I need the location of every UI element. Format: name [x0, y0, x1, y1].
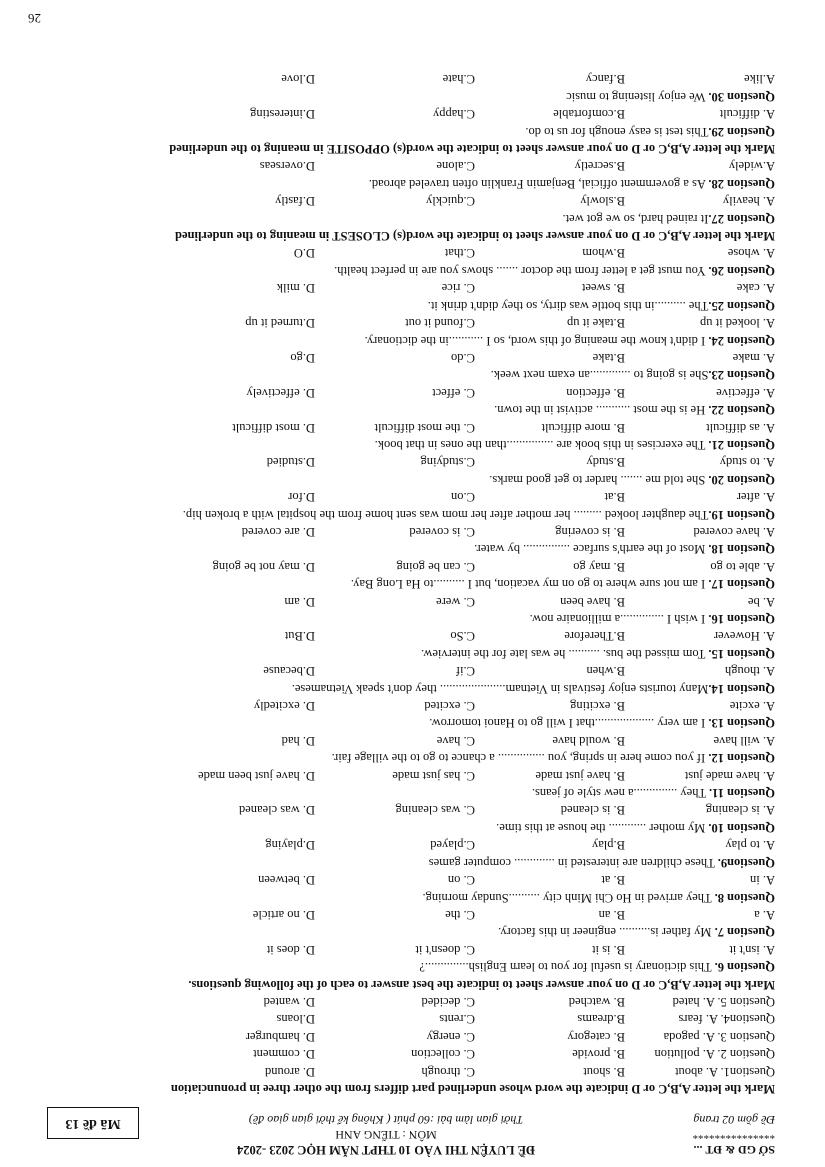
question-stem [47, 470, 775, 487]
answer-option: C. collection [411, 1047, 475, 1062]
answer-options [47, 383, 775, 400]
question-stem [47, 331, 775, 348]
answer-option: C. on [447, 873, 475, 888]
question-text: My mother ............ the house at this time. [496, 820, 709, 835]
answer-options [47, 349, 775, 366]
answer-option: C.alone [436, 159, 475, 174]
header-left [625, 1112, 775, 1157]
section-instruction: Mark the letter A,B,C or D on your answer sheet to indicate the word(s) OPPOSITE in meaning to the underlined [169, 142, 775, 157]
question-stem [47, 366, 775, 383]
section-instruction: Mark the letter A,B,C or D on your answer sheet to indicate the word(s) CLOSEST in meaning to the underlined [175, 229, 775, 244]
question-number: Question 10. [708, 820, 775, 835]
answer-option: B. sweet [581, 281, 625, 296]
question-text: This test is easy enough for us to do. [525, 124, 709, 139]
question-text: Most of the earth's surface ............... by water. [474, 542, 709, 557]
answer-option: D. am [284, 594, 315, 609]
answer-option: C. the most difficult [374, 420, 475, 435]
answer-option: B.Therefore [564, 629, 625, 644]
answer-option: C. effect [432, 385, 475, 400]
answer-option: B. exciting [570, 699, 625, 714]
answer-option: D. around [265, 1064, 315, 1079]
answer-option: B.fancy [585, 72, 625, 87]
answer-option: A.like [744, 72, 775, 87]
exam-header [47, 1097, 775, 1157]
answer-option: D.for [288, 490, 315, 505]
department-name: SỞ GD & ĐT ... [693, 1143, 775, 1157]
answer-option: D.overseas [259, 159, 315, 174]
answer-option: B.comfortable [553, 107, 625, 122]
answer-option: D. no article [252, 907, 315, 922]
answer-option: C.studying [420, 455, 475, 470]
answer-options [47, 488, 775, 505]
answer-option: B. shout [583, 1064, 625, 1079]
question-stem [47, 209, 775, 226]
answer-option: A. isn't it [729, 942, 775, 957]
answer-options [47, 314, 775, 331]
question-text: I didn't know the meaning of this word, so I ...........in the dictionary. [364, 333, 709, 348]
answer-option: C. energy [426, 1029, 475, 1044]
answer-option: D.loans [276, 1012, 315, 1027]
answer-option: C. doesn't it [415, 942, 475, 957]
question-number: Question 6. [714, 960, 775, 975]
answer-option: A. whose [727, 246, 775, 261]
answer-option: A. excite [729, 699, 775, 714]
question-number: Question 11. [709, 786, 775, 801]
answer-option: B.whom [582, 246, 625, 261]
question-text: My father is.......... engineer in this factory. [498, 925, 715, 940]
answer-option: D. comment [253, 1047, 315, 1062]
question-text: The exercises in this book are ...............than the ones in that book. [374, 437, 709, 452]
answer-option: B. would have [552, 733, 625, 748]
exam-body [47, 70, 775, 1097]
answer-option: B.at [604, 490, 625, 505]
question-text: The ..........in this bottle was dirty, so they didn't drink it. [427, 298, 709, 313]
answer-option: A. cake [736, 281, 775, 296]
answer-option: C.that [444, 246, 475, 261]
answer-option: B.take it up [567, 316, 625, 331]
answer-options [47, 662, 775, 679]
question-number: Question 8. [714, 890, 775, 905]
answer-option: Question1. A. about [675, 1064, 775, 1079]
question-text: I am very ...................that I will go to Hanoi tomorrow. [429, 716, 709, 731]
question-text: She is going to .............an exam next week. [490, 368, 709, 383]
answer-option: B. is cleaned [560, 803, 625, 818]
answer-option: D.fastly [275, 194, 315, 209]
answer-option: B. is it [592, 942, 625, 957]
answer-options [47, 627, 775, 644]
star-divider: *************** [692, 1129, 775, 1141]
question-text: If you come here in spring, you ............... a chance to go to the village fair. [331, 751, 709, 766]
question-stem [47, 784, 775, 801]
question-number: Question 25. [708, 298, 775, 313]
answer-option: D. may not be going [212, 559, 315, 574]
answer-option: Question 5. A. hated [672, 994, 775, 1009]
question-stem [47, 853, 775, 870]
answer-option: D.playing [265, 838, 315, 853]
answer-options [47, 1045, 775, 1062]
answer-options [47, 993, 775, 1010]
question-stem [47, 714, 775, 731]
header-center [157, 1112, 615, 1157]
answer-option: B. have just made [535, 768, 625, 783]
answer-option: A. make [732, 350, 775, 365]
answer-option: A. as difficult [706, 420, 775, 435]
question-stem [47, 174, 775, 191]
question-number: Question 22. [708, 403, 775, 418]
question-text: She told me ....... harder to get good marks. [489, 472, 709, 487]
section-instruction: Mark the letter A,B,C or D indicate the word whose underlined part differs from the other three in pronunciation [170, 1082, 775, 1096]
answer-options [47, 192, 775, 209]
question-text: I wish I ..............a millionaire now. [529, 612, 709, 627]
answer-option: C. rice [441, 281, 475, 296]
answer-option: B. effection [566, 385, 625, 400]
answer-options [47, 453, 775, 470]
answer-option: Question4. A. fears [678, 1012, 775, 1027]
question-text: Many tourists enjoy festivals in Vietnam..................... they don't speak Vietnamese. [291, 681, 709, 696]
question-number: Question 17. [708, 577, 775, 592]
answer-option: A. will have [713, 733, 775, 748]
answer-option: D. have just been made [198, 768, 315, 783]
question-text: We enjoy listening to music [566, 89, 709, 104]
answer-option: D.O [293, 246, 315, 261]
question-text: It rained hard, so we got wet. [562, 211, 709, 226]
answer-option: B.secretly [574, 159, 625, 174]
answer-option: C.do [451, 350, 475, 365]
question-text: This dictionary is useful for you to learn English..............? [419, 960, 715, 975]
section-instruction: Mark the letter A,B,C or D on your answer sheet to indicate the best answer to each of the following questions. [188, 977, 775, 992]
question-number: Question 24. [708, 333, 775, 348]
answer-option: C.found it out [405, 316, 475, 331]
question-number: Question 23. [708, 368, 775, 383]
question-number: Question 18. [708, 542, 775, 557]
answer-option: C. through [421, 1064, 475, 1079]
answer-option: B. have been [560, 594, 625, 609]
answer-options [47, 70, 775, 87]
answer-options [47, 157, 775, 174]
answer-option: A. in [750, 873, 775, 888]
question-text: As a government official, Benjamin Franklin often traveled abroad. [368, 176, 709, 191]
answer-option: C. is covered [409, 525, 475, 539]
question-text: The daughter looked ......... her mother after her mom was sent home from the hospital with a broken hip. [182, 507, 709, 522]
answer-option: B.study [586, 455, 625, 470]
answer-option: A. though [725, 664, 775, 679]
answer-options [47, 523, 775, 540]
question-text: You must get a letter from the doctor ....... shows you are in perfect health. [334, 263, 709, 278]
answer-option: A. be [747, 594, 775, 609]
answer-option: B. an [598, 907, 625, 922]
question-number: Question 19. [708, 507, 775, 522]
question-number: Question 7. [714, 925, 775, 940]
answer-option: D. had [281, 733, 315, 748]
exam-content [47, 70, 775, 1157]
answer-options [47, 244, 775, 261]
answer-option: C. was cleaning [395, 803, 475, 818]
question-number: Question 21. [708, 437, 775, 452]
answer-options [47, 279, 775, 296]
question-stem [47, 296, 775, 313]
answer-option: B.take [592, 350, 625, 365]
question-number: Question 14. [708, 681, 775, 696]
answer-option: B. provide [572, 1047, 625, 1062]
answer-options [47, 731, 775, 748]
answer-option: Question 2. A. pollution [654, 1047, 775, 1062]
answer-option: D. between [258, 873, 315, 888]
question-stem [47, 958, 775, 975]
answer-option: A. looked it up [700, 316, 775, 331]
answer-options [47, 697, 775, 714]
question-number: Question 13. [708, 716, 775, 731]
question-number: Question9. [717, 855, 775, 870]
answer-option: B. at [601, 873, 625, 888]
answer-option: D.because [263, 664, 315, 679]
answer-option: D.interesting [250, 107, 315, 122]
answer-option: A. However [713, 629, 775, 644]
answer-option: B.play [592, 838, 625, 853]
question-number: Question 29. [708, 124, 775, 139]
question-stem [47, 122, 775, 139]
answer-option: C. can be going [396, 559, 475, 574]
answer-options [47, 105, 775, 122]
answer-options [47, 1062, 775, 1079]
answer-option: C.So [450, 629, 475, 644]
answer-option: A. heavily [722, 194, 775, 209]
exam-title: ĐỀ LUYỆN THI VÀO 10 THPT NĂM HỌC 2023 -2024 [236, 1143, 536, 1157]
question-stem [47, 679, 775, 696]
exam-time: Thời gian làm bài :60 phút ( Không kể thời gian giao đề) [248, 1113, 524, 1127]
answer-options [47, 592, 775, 609]
answer-option: D.But [284, 629, 315, 644]
answer-option: D.studied [266, 455, 315, 470]
answer-option: A. a [754, 907, 775, 922]
answer-option: C.hate [442, 72, 475, 87]
question-stem [47, 923, 775, 940]
answer-option: B.dreams [577, 1012, 625, 1027]
answer-options [47, 418, 775, 435]
answer-option: A. have covered [693, 525, 775, 539]
question-number: Question 30. [708, 89, 775, 104]
answer-option: D. most difficult [232, 420, 315, 435]
question-number: Question 16. [708, 612, 775, 627]
question-number: Question 27. [708, 211, 775, 226]
question-stem [47, 262, 775, 279]
answer-option: D. excitedly [253, 699, 315, 714]
answer-option: D. milk [276, 281, 315, 296]
question-stem [47, 644, 775, 661]
answer-option: D.turned it up [245, 316, 315, 331]
answer-option: B.slowly [580, 194, 625, 209]
question-stem [47, 819, 775, 836]
question-number: Question 26. [708, 263, 775, 278]
question-number: Question 28. [708, 176, 775, 191]
answer-option: A. difficult [719, 107, 775, 122]
answer-option: A. after [736, 490, 775, 505]
answer-option: Question 3. A. pagoda [663, 1029, 775, 1044]
question-text: These children are interested in ............. computer games [428, 855, 718, 870]
answer-options [47, 871, 775, 888]
exam-code-box: Mã đề 13 [47, 1107, 139, 1139]
answer-option: A. able to go [710, 559, 775, 574]
question-stem [47, 436, 775, 453]
answer-options [47, 801, 775, 818]
answer-option: C.played [430, 838, 475, 853]
answer-option: B. more difficult [541, 420, 625, 435]
answer-option: C. have [436, 733, 475, 748]
answer-option: D. wanted [263, 994, 315, 1009]
answer-option: B. category [567, 1029, 625, 1044]
question-text: I am not sure where to go on my vacation, but I ..........to Ha Long Bay. [350, 577, 709, 592]
answer-option: C. were [436, 594, 475, 609]
question-number: Question 12. [708, 751, 775, 766]
answer-option: D. hamburger [245, 1029, 315, 1044]
answer-options [47, 940, 775, 957]
question-text: He is the most ........... activist in the town. [494, 403, 709, 418]
question-stem [47, 888, 775, 905]
answer-options [47, 557, 775, 574]
question-number: Question 20. [708, 472, 775, 487]
answer-options [47, 766, 775, 783]
question-stem [47, 505, 775, 522]
question-stem [47, 575, 775, 592]
answer-option: D. was cleaned [238, 803, 315, 818]
question-text: They ..............a new style of jeans. [531, 786, 709, 801]
answer-option: A.widely [728, 159, 775, 174]
answer-option: D.go [290, 350, 315, 365]
answer-option: C. has just made [392, 768, 475, 783]
answer-options [47, 1010, 775, 1027]
answer-options [47, 836, 775, 853]
answer-option: B. may go [573, 559, 625, 574]
answer-option: C. the [445, 907, 475, 922]
question-text: Tom missed the bus. .......... he was late for the interview. [421, 646, 709, 661]
answer-option: D. effectively [246, 385, 315, 400]
answer-option: D.love [281, 72, 315, 87]
answer-option: B. watched [568, 994, 625, 1009]
question-stem [47, 749, 775, 766]
question-stem [47, 540, 775, 557]
answer-option: C.if [455, 664, 475, 679]
answer-options [47, 906, 775, 923]
answer-option: C.happy [432, 107, 475, 122]
answer-option: C.quickly [426, 194, 475, 209]
answer-option: B. is covering [555, 525, 625, 539]
exam-subject: MÔN : TIẾNG ANH [335, 1128, 437, 1142]
answer-option: B.when [586, 664, 625, 679]
answer-option: D. does it [266, 942, 315, 957]
answer-options [47, 1027, 775, 1044]
answer-option: A. effective [716, 385, 775, 400]
answer-option: A. is cleaning [705, 803, 775, 818]
question-stem [47, 401, 775, 418]
question-stem [47, 87, 775, 104]
question-stem [47, 610, 775, 627]
answer-option: A. to play [725, 838, 775, 853]
answer-option: C. decided [421, 994, 475, 1009]
answer-option: C.on [451, 490, 475, 505]
page-number: 26 [28, 11, 41, 26]
answer-option: C.rents [439, 1012, 475, 1027]
answer-option: A. to study [719, 455, 775, 470]
answer-option: C. excited [424, 699, 475, 714]
answer-option: D. are covered [241, 525, 315, 539]
answer-option: A. have made just [684, 768, 775, 783]
question-text: They arrived in Ho Chi Minh city ..........Sunday morning. [422, 890, 715, 905]
question-number: Question 15. [708, 646, 775, 661]
page-count: Đề gồm 02 trang [693, 1113, 775, 1127]
